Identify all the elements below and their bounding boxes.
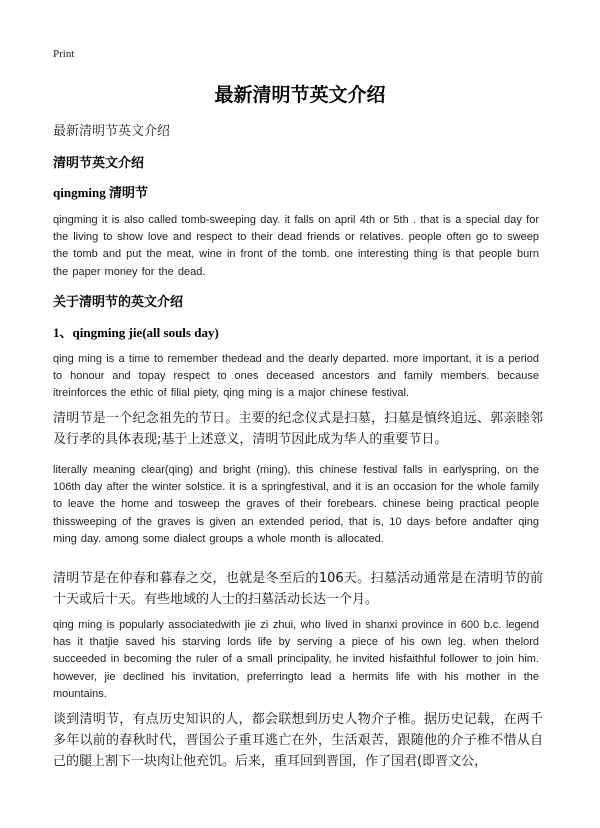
paragraph-2-cn: 清明节是一个纪念祖先的节日。主要的纪念仪式是扫墓，扫墓是慎终追远、郭亲睦邻及行孝的具体表现;基于上述意义，清明节因此成为华人的重要节日。 xyxy=(53,411,543,447)
section1-heading: 清明节英文介绍 xyxy=(53,156,145,171)
paragraph-4-cn: 谈到清明节，有点历史知识的人，都会联想到历史人物介子椎。据历史记载，在两千多年以前的春秋时代，晋国公子重耳逃亡在外，生活艰苦，跟随他的介子椎不惜从自己的腿上割下一块肉让他充饥。后来，重耳回到晋国，作了国君(即晋文公， xyxy=(53,712,543,769)
section2-heading: 关于清明节的英文介绍 xyxy=(53,295,184,310)
paragraph-1: qingming it is also called tomb-sweeping day. it falls on april 4th or 5th . that is a special day for the living to show love and respect to their dead friends or relatives. people often go to sweep the tomb and put the meat, wine in front of the tomb. one interesting thing is that people burn the paper money for the dead. xyxy=(53,214,539,278)
paragraph-3-cn: 清明节是在仲春和暮春之交，也就是冬至后的106天。扫墓活动通常是在清明节的前十天或后十天。有些地域的人士的扫墓活动长达一个月。 xyxy=(53,571,543,607)
section1-subheading: qingming 清明节 xyxy=(53,185,148,200)
paragraph-3: literally meaning clear(qing) and bright (ming), this chinese festival falls in earlyspring, on the 106th day after the winter solstice. it is a springfestival, and it is an occasion for the whole family to leave the home and tosweep the graves of their forebears. chinese being practical people thissweeping of the graves is given an extended period, that is, 10 days before andafter qing ming day. among some dialect groups a whole month is allocated. xyxy=(53,464,539,545)
section2-subheading: 1、qingming jie(all souls day) xyxy=(53,325,219,340)
paragraph-4: qing ming is popularly associatedwith jie zi zhui, who lived in shanxi province in 600 b.c. legend has it thatjie saved his starving lords life by serving a piece of his own leg. when thelord succeeded in becoming the ruler of a small principality, he invited hisfaithful follower to join him. however, jie declined his invitation, preferringto lead a hermits life with his mother in the mountains. xyxy=(53,619,539,700)
subtitle: 最新清明节英文介绍 xyxy=(53,124,171,139)
paragraph-2: qing ming is a time to remember thedead and the dearly departed. more important, it is a period to honour and topay respect to ones deceased ancestors and family members. because itreinforces the ethic of filial piety, qing ming is a major chinese festival. xyxy=(53,353,539,400)
page-title: 最新清明节英文介绍 xyxy=(214,84,386,106)
print-label: Print xyxy=(53,48,75,60)
